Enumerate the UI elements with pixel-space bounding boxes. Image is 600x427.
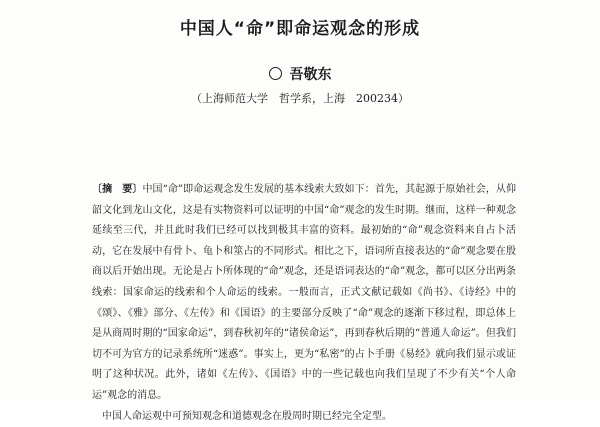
author-affiliation: （上海师范大学 哲学系，上海 200234）: [191, 92, 409, 105]
circle-icon: [269, 67, 282, 80]
paper-title: 中国人“命”即命运观念的形成: [179, 19, 421, 39]
abstract-label: 〔摘 要〕: [92, 184, 143, 195]
abstract-paragraph-continued: [92, 407, 516, 427]
abstract-text: 中国“命”即命运观念发生发展的基本线索大致如下：首先，其起源于原始社会，从仰韶文化到龙山文化，这是有实物资料可以证明的中国“命”观念的发生时期。继而，这样一种观念延续至三代，并且此时我们已经可以找到极其丰富的资料。最初始的“命”观念资料来自占卜活动，它在发展中有骨卜、龟卜和筮占的不同形式。相比之下，语词所直接表达的“命”观念要在殷商以后开始出现。无论是占卜所体现的“命”观念，还是语词表达的“命”观念，都可以区分出两条线索：国家命运的线索和个人命运的线索。一般而言，正式文献记载如《尚书》、《诗经》中的《颂》、《雅》部分、《左传》和《国语》的主要部分反映了“命”观念的逐渐下移过程，即总体上是从商周时期的“国家命运”，到春秋初年的“诸侯命运”，再到春秋后期的“普通人命运”。但我们切不可为官方的记录系统所“迷惑”。事实上，更为“私密”的占卜手册《易经》就向我们显示或证明了这种状况。此外，诸如《左传》、《国语》中的一些记载也向我们呈现了不少有关“个人命运”观念的消息。: [92, 184, 516, 401]
abstract-block: [92, 180, 516, 427]
abstract-paragraph: [92, 180, 516, 407]
author-line: [0, 64, 600, 84]
abstract-text-continued: 中国人命运观中可预知观念和道德观念在殷周时期已经完全定型。: [102, 410, 392, 422]
author-name: 吾敬东: [289, 67, 332, 83]
